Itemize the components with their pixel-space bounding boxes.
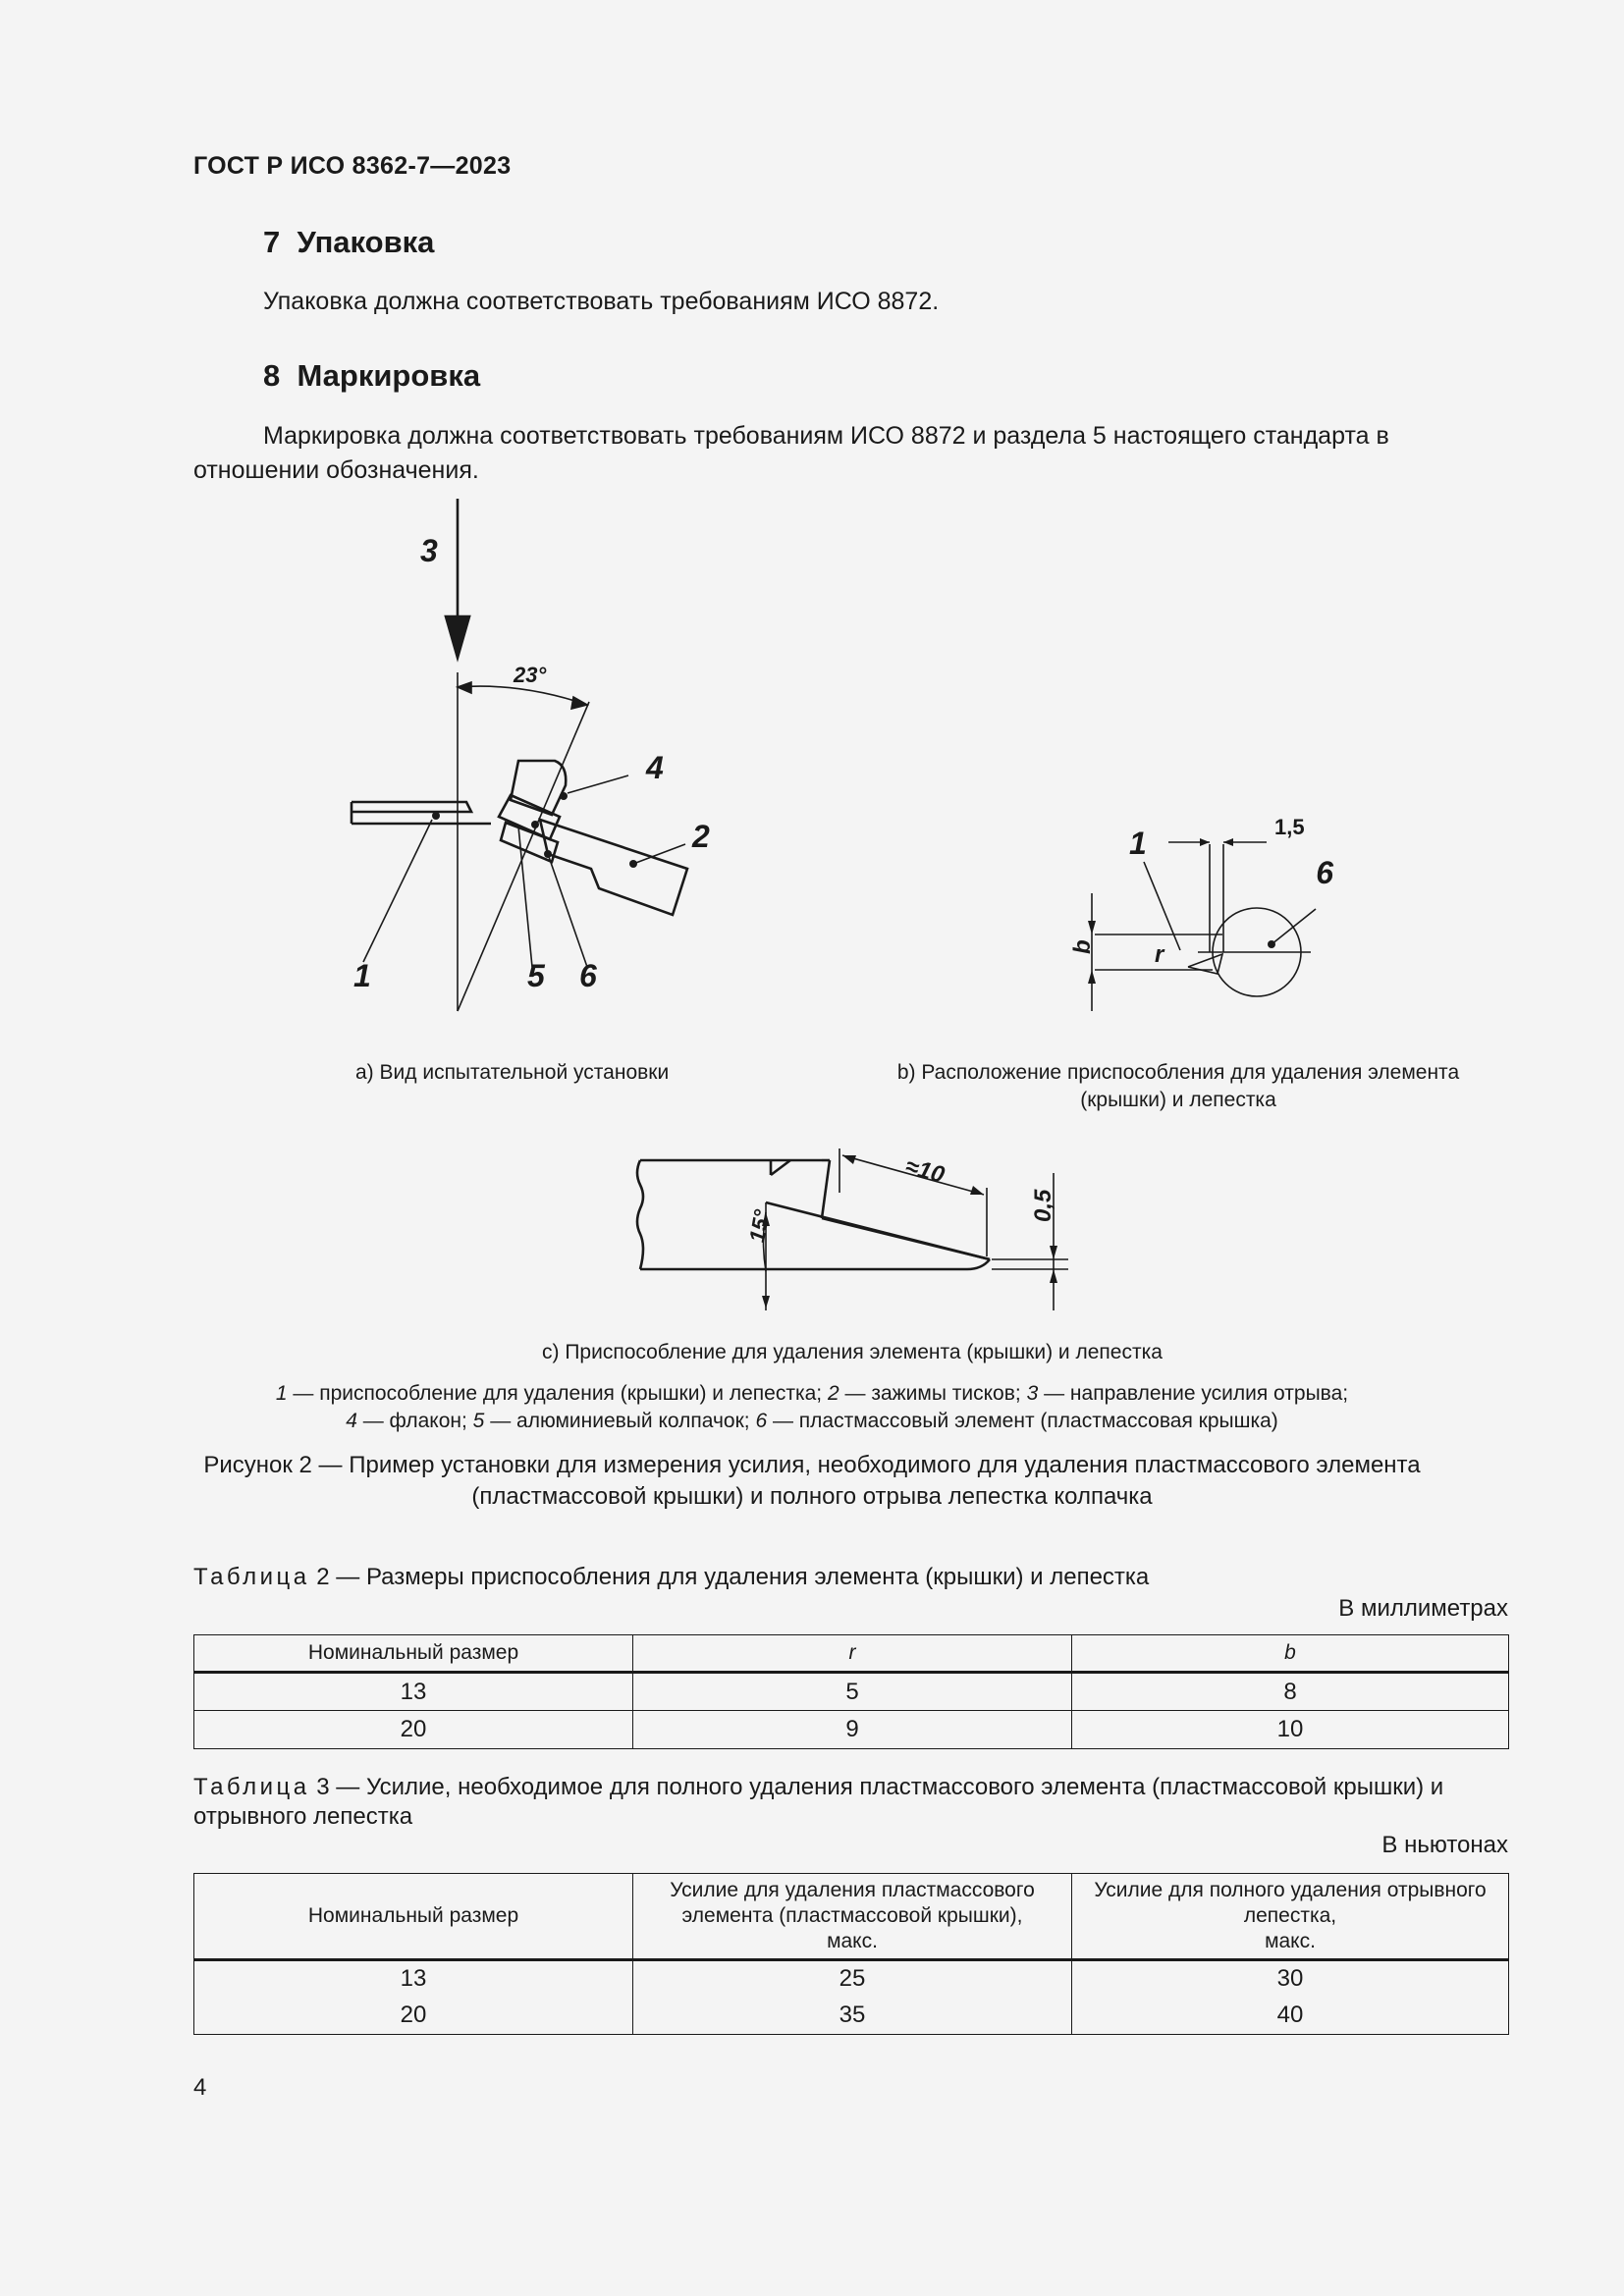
- fig-c-thickness: 0,5: [1030, 1189, 1056, 1222]
- table-row: [194, 1960, 1509, 1998]
- figure-a-test-setup: [334, 491, 746, 1021]
- table-cell: 8: [1072, 1673, 1509, 1711]
- table-cell: 13: [194, 1673, 633, 1711]
- figure-c-caption: с) Приспособление для удаления элемента (крышки) и лепестка: [542, 1341, 1163, 1363]
- figure-b-caption-line2: (крышки) и лепестка: [1080, 1089, 1276, 1111]
- section-7-title: Упаковка: [297, 225, 435, 259]
- table-3-header-cell: [1072, 1874, 1509, 1960]
- legend-text-6: — пластмассовый элемент (пластмассовая крышка): [767, 1410, 1278, 1432]
- table-2-header-cell: r: [633, 1635, 1072, 1673]
- fig-a-label-2: 2: [692, 819, 710, 854]
- header-line: Усилие для полного удаления отрывного: [1094, 1879, 1487, 1901]
- fig-a-label-4: 4: [646, 750, 664, 785]
- table-2-header-cell: Номинальный размер: [194, 1635, 633, 1673]
- table-2: [193, 1634, 1509, 1749]
- legend-key-1: 1: [275, 1382, 288, 1405]
- table-row: [194, 1673, 1509, 1711]
- fig-b-dim-1-5: 1,5: [1274, 815, 1305, 839]
- section-7-heading: [263, 225, 434, 260]
- fig-a-label-5: 5: [527, 958, 545, 993]
- table-cell: 30: [1072, 1960, 1509, 1998]
- fig-b-label-r: r: [1155, 941, 1164, 968]
- fig-c-angle-15: 15°: [744, 1207, 775, 1245]
- table-cell: 20: [194, 1711, 633, 1749]
- header-line: элемента (пластмассовой крышки),: [681, 1904, 1023, 1927]
- table-cell: 20: [194, 1998, 633, 2035]
- figure-legend: [0, 1380, 1624, 1435]
- section-7-number: 7: [263, 225, 281, 259]
- figure-a-caption: а) Вид испытательной установки: [355, 1061, 670, 1084]
- header-line: макс.: [1265, 1930, 1316, 1952]
- section-8-heading: [263, 358, 480, 394]
- table-cell: 40: [1072, 1998, 1509, 2035]
- legend-key-2: 2: [827, 1382, 839, 1405]
- table-cell: 35: [633, 1998, 1072, 2035]
- section-8-text-line1: Маркировка должна соответствовать требованиям ИСО 8872 и раздела 5 настоящего стандарта в: [263, 422, 1389, 450]
- table-2-title: [193, 1564, 1149, 1591]
- table-2-header-cell: b: [1072, 1635, 1509, 1673]
- table-cell: 9: [633, 1711, 1072, 1749]
- legend-key-4: 4: [346, 1410, 357, 1432]
- table-2-unit: В миллиметрах: [1338, 1595, 1508, 1622]
- legend-text-2: — зажимы тисков;: [839, 1382, 1027, 1405]
- legend-key-3: 3: [1026, 1382, 1039, 1405]
- figure-b-caption: [860, 1059, 1496, 1114]
- table-cell: 25: [633, 1960, 1072, 1998]
- fig-c-length: ≈10: [902, 1152, 947, 1189]
- fig-a-label-1: 1: [353, 958, 371, 993]
- table-3-title: [193, 1773, 1509, 1832]
- legend-text-5: — алюминиевый колпачок;: [484, 1410, 756, 1432]
- fig-b-label-6: 6: [1316, 855, 1333, 890]
- table-3-header-cell: Номинальный размер: [194, 1874, 633, 1960]
- fig-a-angle: 23°: [514, 663, 547, 687]
- table-2-title-text: 2 — Размеры приспособления для удаления элемента (крышки) и лепестка: [309, 1564, 1150, 1590]
- table-3-title-line2: отрывного лепестка: [193, 1803, 413, 1830]
- table-cell: 13: [194, 1960, 633, 1998]
- legend-text-4: — флакон;: [356, 1410, 473, 1432]
- table-3-title-line1: [193, 1773, 1509, 1802]
- table-3-label: Таблица: [193, 1774, 310, 1800]
- figure-b-position: [1051, 815, 1345, 1021]
- table-cell: 5: [633, 1673, 1072, 1711]
- figure-title-line1: Рисунок 2 — Пример установки для измерения усилия, необходимого для удаления пластмассового элемента: [203, 1452, 1421, 1478]
- fig-b-label-b: b: [1069, 939, 1096, 954]
- figure-title-line2: (пластмассовой крышки) и полного отрыва лепестка колпачка: [471, 1483, 1153, 1510]
- section-8-number: 8: [263, 358, 281, 393]
- table-3-header-row: [194, 1874, 1509, 1960]
- document-id: ГОСТ Р ИСО 8362-7—2023: [193, 152, 512, 180]
- table-3: [193, 1873, 1509, 2035]
- legend-line2: [0, 1408, 1624, 1435]
- figure-c-tool: [628, 1134, 1080, 1310]
- legend-key-6: 6: [755, 1410, 768, 1432]
- legend-text-1: — приспособление для удаления (крышки) и лепестка;: [287, 1382, 828, 1405]
- header-line: лепестка,: [1243, 1904, 1337, 1927]
- fig-b-label-1: 1: [1129, 826, 1147, 861]
- table-2-label: Таблица: [193, 1564, 310, 1590]
- table-row: [194, 1998, 1509, 2035]
- legend-line1: [0, 1380, 1624, 1408]
- section-8-title: Маркировка: [297, 358, 481, 393]
- section-7-text: Упаковка должна соответствовать требованиям ИСО 8872.: [263, 288, 940, 315]
- figure-title: [0, 1450, 1624, 1513]
- header-line: макс.: [827, 1930, 878, 1952]
- fig-a-label-6: 6: [579, 958, 597, 993]
- figure-b-caption-line1: b) Расположение приспособления для удаления элемента: [896, 1061, 1460, 1084]
- table-2-header-row: [194, 1635, 1509, 1673]
- fig-a-label-3: 3: [420, 533, 438, 568]
- page-number: 4: [193, 2074, 207, 2101]
- table-3-title-text: 3 — Усилие, необходимое для полного удаления пластмассового элемента (пластмассовой крышки) и: [309, 1774, 1444, 1800]
- legend-key-5: 5: [472, 1410, 485, 1432]
- table-cell: 10: [1072, 1711, 1509, 1749]
- header-line: Усилие для удаления пластмассового: [670, 1879, 1035, 1901]
- table-3-unit: В ньютонах: [1381, 1832, 1508, 1858]
- section-8-text-line2: отношении обозначения.: [193, 456, 479, 484]
- table-row: [194, 1711, 1509, 1749]
- legend-text-3: — направление усилия отрыва;: [1038, 1382, 1349, 1405]
- table-3-header-cell: [633, 1874, 1072, 1960]
